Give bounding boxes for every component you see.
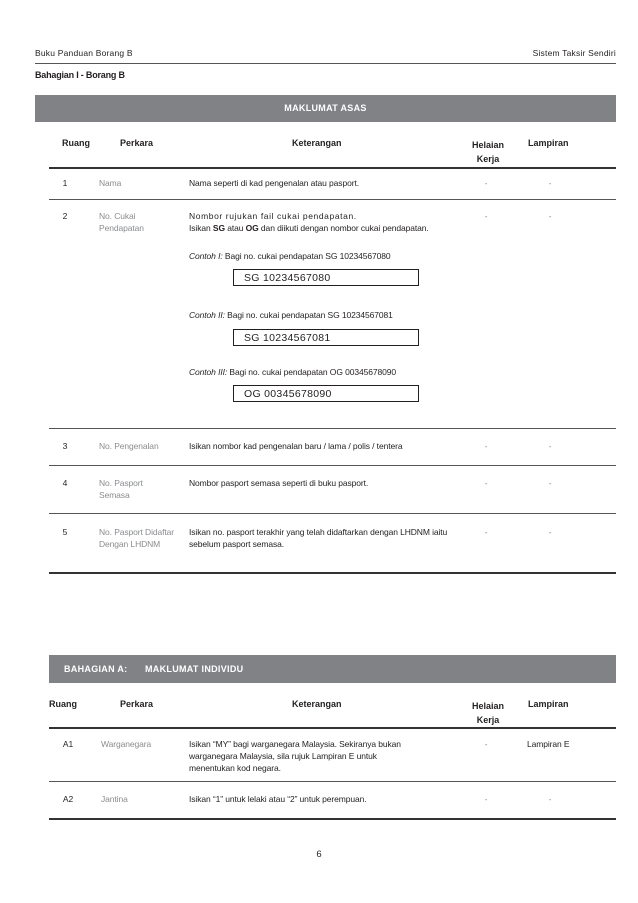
row-5-keterangan: Isikan no. pasport terakhir yang telah didaftarkan dengan LHDNM iaitu sebelum pasport semasa. [189, 527, 448, 549]
col-ruang: Ruang [62, 138, 90, 148]
row-1-no: 1 [62, 178, 68, 188]
row-4-lampiran: - [548, 478, 552, 488]
row-3-no: 3 [62, 441, 68, 451]
row-a1-helaian: - [484, 739, 488, 749]
text-isikan: Isikan [189, 223, 213, 233]
example-1-text: Bagi no. cukai pendapatan SG 10234567080 [222, 251, 391, 261]
col-keterangan: Keterangan [292, 138, 342, 148]
row-divider [49, 465, 616, 466]
row-divider [49, 513, 616, 514]
row-1-perkara: Nama [99, 178, 122, 188]
row-2-keterangan-line2 [189, 222, 429, 234]
text-diikuti: dan diikuti dengan nombor cukai pendapatan. [258, 223, 429, 233]
row-a1-keterangan: Isikan “MY” bagi warganegara Malaysia. Sekiranya bukan warganegara Malaysia, sila rujuk Lampiran E untuk menentukan kod negara. [189, 739, 401, 773]
row-3-helaian: - [484, 441, 488, 451]
example-2-box: SG 10234567081 [233, 329, 419, 346]
row-3-perkara: No. Pengenalan [99, 441, 159, 451]
example-3-caption [189, 366, 396, 378]
col-perkara: Perkara [120, 138, 154, 148]
section-band-maklumat-asas: MAKLUMAT ASAS [35, 95, 616, 122]
row-1-helaian: - [484, 178, 488, 188]
header-left: Buku Panduan Borang B [35, 48, 133, 58]
example-2-label: Contoh II: [189, 310, 225, 320]
row-3-keterangan: Isikan nombor kad pengenalan baru / lama / polis / tentera [189, 441, 403, 451]
col-keterangan-2: Keterangan [292, 699, 342, 709]
table2-header-rule [49, 727, 616, 729]
col-ruang-2: Ruang [49, 699, 77, 709]
section-label: Bahagian I - Borang B [35, 70, 125, 80]
row-2-lampiran: - [548, 211, 552, 221]
col-helaian-kerja: Helaian Kerja [471, 140, 504, 164]
text-sg: SG [212, 223, 225, 233]
row-5-helaian: - [484, 527, 488, 537]
row-3-lampiran: - [548, 441, 552, 451]
row-2-perkara: No. Cukai Pendapatan [99, 211, 144, 233]
row-a2-no: A2 [62, 794, 74, 804]
col-lampiran: Lampiran [528, 138, 569, 148]
row-a1-perkara: Warganegara [101, 739, 152, 749]
section-band-bahagian-a [49, 655, 616, 683]
row-1-keterangan: Nama seperti di kad pengenalan atau pasport. [189, 178, 359, 188]
row-4-helaian: - [484, 478, 488, 488]
example-3-box: OG 00345678090 [233, 385, 419, 402]
band2-part1: BAHAGIAN A: [64, 664, 128, 674]
row-a2-lampiran: - [548, 794, 552, 804]
col-perkara-2: Perkara [120, 699, 154, 709]
header-right: Sistem Taksir Sendiri [532, 48, 616, 58]
example-3-text: Bagi no. cukai pendapatan OG 00345678090 [227, 367, 396, 377]
row-4-keterangan: Nombor pasport semasa seperti di buku pasport. [189, 478, 369, 488]
row-divider [49, 781, 616, 782]
example-2-text: Bagi no. cukai pendapatan SG 10234567081 [224, 310, 393, 320]
table-bottom-rule [49, 572, 616, 574]
row-4-perkara: No. Pasport Semasa [99, 478, 143, 500]
row-5-lampiran: - [548, 527, 552, 537]
row-5-no: 5 [62, 527, 68, 537]
row-1-lampiran: - [548, 178, 552, 188]
row-2-helaian: - [484, 211, 488, 221]
row-2-keterangan-line1: Nombor rujukan fail cukai pendapatan. [189, 211, 357, 221]
page-number: 6 [316, 849, 322, 860]
row-4-no: 4 [62, 478, 68, 488]
example-1-label: Contoh I: [189, 251, 223, 261]
header-rule [35, 63, 616, 64]
text-og: OG [245, 223, 259, 233]
row-a2-perkara: Jantina [101, 794, 128, 804]
example-1-caption [189, 250, 391, 262]
table2-bottom-rule [49, 818, 616, 820]
row-a1-no: A1 [62, 739, 74, 749]
text-atau: atau [224, 223, 246, 233]
example-1-box: SG 10234567080 [233, 269, 419, 286]
table-header-rule [49, 167, 616, 169]
row-divider [49, 428, 616, 429]
row-2-no: 2 [62, 211, 68, 221]
row-a1-lampiran: Lampiran E [527, 739, 570, 749]
row-5-perkara: No. Pasport Didaftar Dengan LHDNM [99, 527, 175, 549]
col-lampiran-2: Lampiran [528, 699, 569, 709]
row-a2-helaian: - [484, 794, 488, 804]
example-3-label: Contoh III: [189, 367, 228, 377]
example-2-caption [189, 309, 393, 321]
col-helaian-kerja-2: Helaian Kerja [471, 701, 504, 725]
row-a2-keterangan: Isikan “1” untuk lelaki atau “2” untuk perempuan. [189, 794, 367, 804]
band2-part2: MAKLUMAT INDIVIDU [145, 664, 244, 674]
row-divider [49, 199, 616, 200]
